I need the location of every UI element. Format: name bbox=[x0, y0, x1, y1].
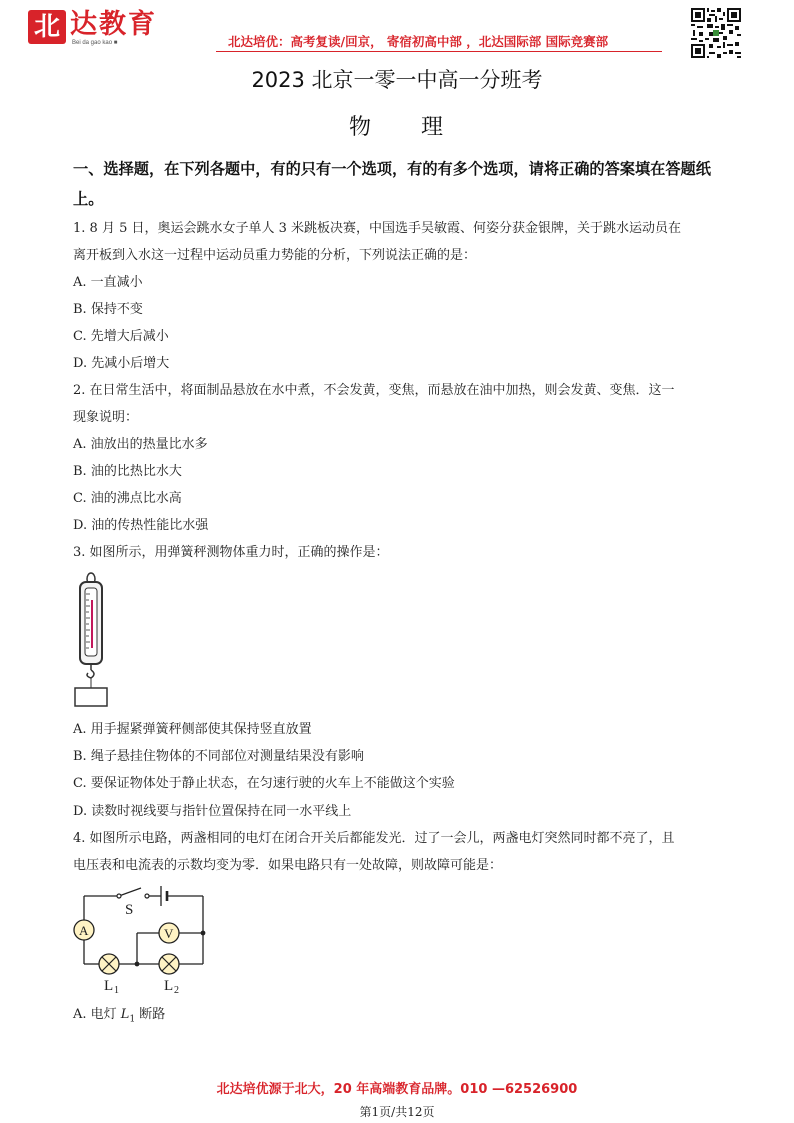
circuit-diagram bbox=[73, 880, 213, 996]
q3-option-a: A. 用手握紧弹簧秤侧部使其保持竖直放置 bbox=[73, 722, 312, 737]
lamp2-label: L bbox=[164, 978, 174, 994]
q1-option-d: D. 先减小后增大 bbox=[73, 356, 170, 371]
logo-name: 达教育 bbox=[70, 9, 157, 40]
switch-label: S bbox=[125, 902, 134, 918]
q4-option-a bbox=[73, 1003, 165, 1025]
qr-code-icon bbox=[691, 8, 741, 58]
q4-option-a-variable: L bbox=[120, 1007, 130, 1022]
q2-option-c: C. 油的沸点比水高 bbox=[73, 491, 182, 506]
q1-stem-line2: 离开板到入水这一过程中运动员重力势能的分析，下列说法正确的是： bbox=[73, 248, 477, 263]
q3-option-d: D. 读数时视线要与指针位置保持在同一水平线上 bbox=[73, 804, 352, 819]
exam-title: 2023 北京一零一中高一分班考 bbox=[251, 68, 543, 92]
header-divider bbox=[216, 51, 662, 52]
q4-stem-line2: 电压表和电流表的示数均变为零．如果电路只有一处故障，则故障可能是： bbox=[73, 858, 503, 873]
q3-stem: 3. 如图所示，用弹簧秤测物体重力时，正确的操作是： bbox=[73, 545, 389, 560]
q3-option-c: C. 要保证物体处于静止状态，在匀速行驶的火车上不能做这个实验 bbox=[73, 776, 455, 791]
q1-option-c: C. 先增大后减小 bbox=[73, 329, 169, 344]
lamp1-subscript: 1 bbox=[114, 985, 119, 996]
q1-option-b: B. 保持不变 bbox=[73, 302, 143, 317]
q3-option-b: B. 绳子悬挂住物体的不同部位对测量结果没有影响 bbox=[73, 749, 364, 764]
q4-stem-line1: 4. 如图所示电路，两盏相同的电灯在闭合开关后都能发光．过了一会儿，两盏电灯突然同时都不亮了，且 bbox=[73, 831, 675, 846]
ammeter-label: A bbox=[79, 923, 89, 938]
lamp1-label: L bbox=[104, 978, 114, 994]
header-tagline: 北达培优：高考复读/回京， 寄宿初高中部 ，北达国际部 国际竞赛部 bbox=[228, 34, 609, 49]
page-number: 第1页/共12页 bbox=[359, 1105, 435, 1119]
logo-subtitle: Bei da gao kao ■ bbox=[72, 40, 118, 46]
q2-stem-line2: 现象说明： bbox=[73, 410, 139, 425]
q1-stem-line1: 1. 8 月 5 日，奥运会跳水女子单人 3 米跳板决赛，中国选手吴敏霞、何姿分获金银牌，关于跳水运动员在 bbox=[73, 221, 682, 236]
footer-advertisement: 北达培优源于北大，20 年高端教育品牌。010 —62526900 bbox=[216, 1082, 578, 1097]
logo-mark: 北 bbox=[28, 10, 66, 44]
q1-option-a: A. 一直减小 bbox=[73, 275, 143, 290]
q2-stem-line1: 2. 在日常生活中，将面制品悬放在水中煮，不会发黄，变焦，而悬放在油中加热，则会发黄、变焦．这一 bbox=[73, 383, 675, 398]
q4-option-a-suffix: 断路 bbox=[135, 1007, 166, 1022]
voltmeter-label: V bbox=[164, 926, 174, 941]
q2-option-d: D. 油的传热性能比水强 bbox=[73, 518, 209, 533]
q4-option-a-subscript: 1 bbox=[129, 1014, 136, 1025]
q2-option-b: B. 油的比热比水大 bbox=[73, 464, 182, 479]
lamp2-subscript: 2 bbox=[174, 985, 179, 996]
section-heading: 一、选择题，在下列各题中，有的只有一个选项，有的有多个选项，请将正确的答案填在答题纸上。 bbox=[73, 160, 711, 208]
spring-scale-figure bbox=[73, 570, 113, 710]
subject-title: 物 理 bbox=[348, 115, 445, 140]
q4-option-a-prefix: A. 电灯 bbox=[73, 1007, 121, 1022]
q2-option-a: A. 油放出的热量比水多 bbox=[73, 437, 208, 452]
